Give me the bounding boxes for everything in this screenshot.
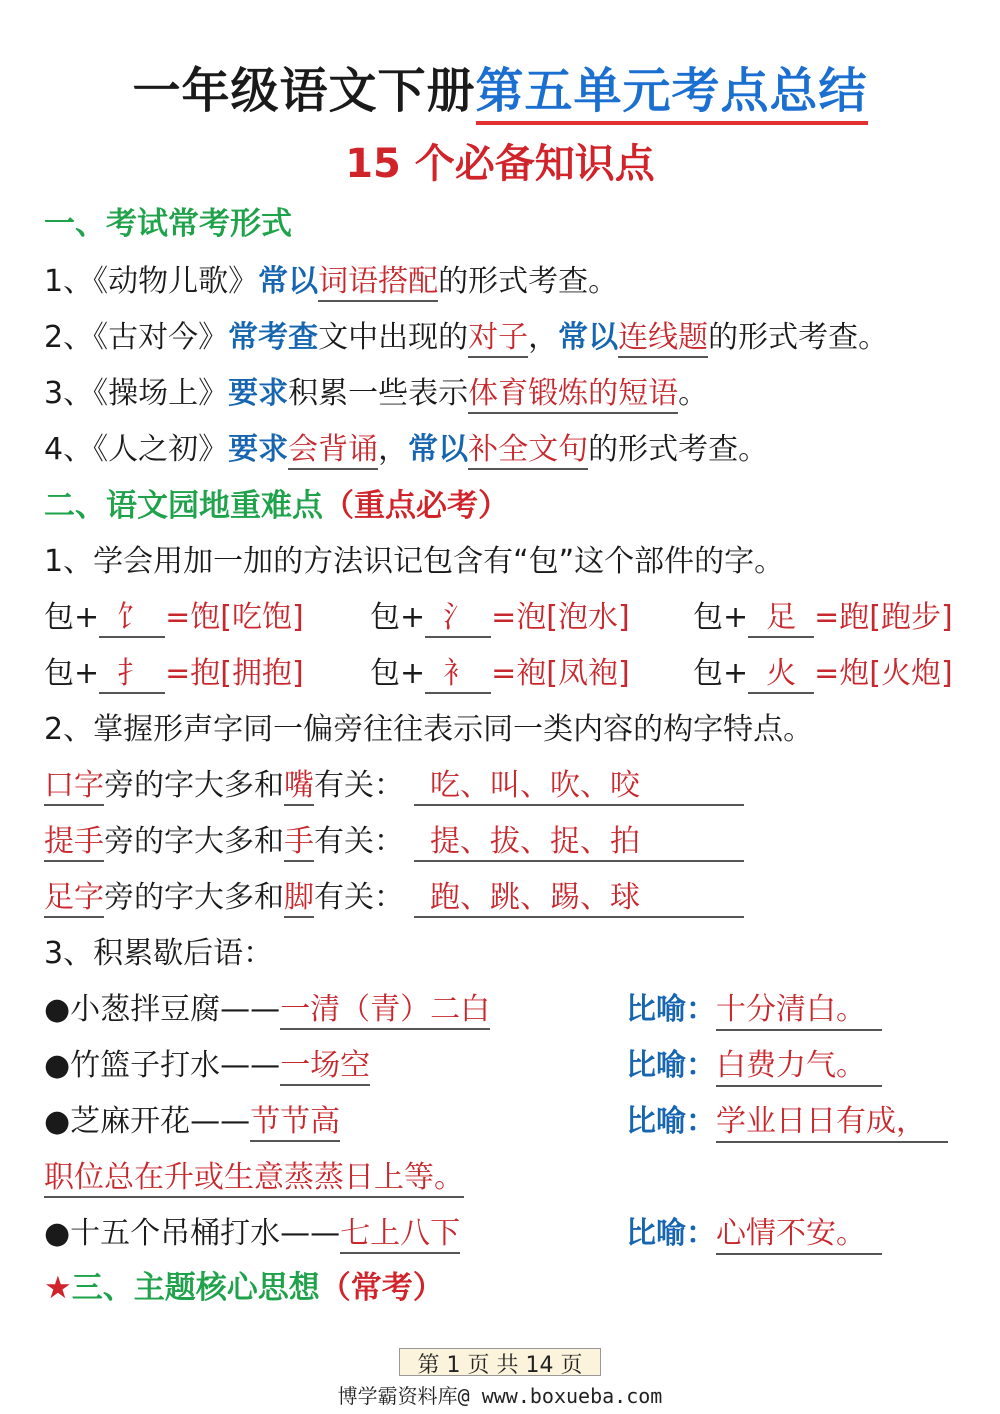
section1-item-4: 4、《人之初》要求会背诵，常以补全文句的形式考查。 bbox=[44, 424, 768, 468]
section1-item-2: 2、《古对今》常考查文中出现的对子，常以连线题的形式考查。 bbox=[44, 312, 888, 356]
saying-meaning-continued: 职位总在升或生意蒸蒸日上等。 bbox=[44, 1152, 464, 1196]
combo-item: 包+ 扌 =抱[拥抱] bbox=[44, 648, 304, 694]
section2-point-1: 1、学会用加一加的方法识记包含有“包”这个部件的字。 bbox=[44, 544, 785, 579]
section1-item-3: 3、《操场上》要求积累一些表示体育锻炼的短语。 bbox=[44, 368, 708, 412]
radical-row: 足字旁的字大多和脚有关： 跑、跳、踢、球 bbox=[44, 872, 744, 918]
combo-item: 包+ 饣 =饱[吃饱] bbox=[44, 592, 304, 638]
combo-item: 包+ 衤 =袍[凤袍] bbox=[370, 648, 630, 694]
section1-heading: 一、考试常考形式 bbox=[44, 206, 292, 242]
star-icon: ★ bbox=[44, 1270, 72, 1306]
saying-meaning: 比喻：心情不安。 bbox=[626, 1208, 882, 1255]
saying-meaning: 比喻：十分清白。 bbox=[626, 984, 882, 1031]
radical-row: 口字旁的字大多和嘴有关： 吃、叫、吹、咬 bbox=[44, 760, 744, 806]
combo-item: 包+ 足 =跑[跑步] bbox=[693, 592, 953, 638]
page-indicator: 第 1 页 共 14 页 bbox=[399, 1348, 601, 1376]
section3-heading: ★三、主题核心思想（常考） bbox=[44, 1270, 444, 1306]
saying-question: ●小葱拌豆腐——一清（青）二白 bbox=[44, 984, 490, 1028]
combo-item: 包+ 氵 =泡[泡水] bbox=[370, 592, 630, 638]
section2-point-2: 2、掌握形声字同一偏旁往往表示同一类内容的构字特点。 bbox=[44, 712, 814, 747]
site-watermark: 博学霸资料库@ www.boxueba.com bbox=[337, 1384, 663, 1408]
saying-question: ●竹篮子打水——一场空 bbox=[44, 1040, 370, 1084]
section1-item-1: 1、《动物儿歌》常以词语搭配的形式考查。 bbox=[44, 256, 618, 300]
saying-question: ●芝麻开花——节节高 bbox=[44, 1096, 340, 1140]
section2-heading: 二、语文园地重难点（重点必考） bbox=[44, 488, 509, 524]
saying-meaning: 比喻：学业日日有成， bbox=[626, 1096, 948, 1143]
radical-row: 提手旁的字大多和手有关： 提、拔、捉、拍 bbox=[44, 816, 744, 862]
page-subtitle: 15 个必备知识点 bbox=[345, 141, 655, 187]
section2-point-3: 3、积累歇后语： bbox=[44, 936, 274, 971]
saying-meaning: 比喻：白费力气。 bbox=[626, 1040, 882, 1087]
page-title: 一年级语文下册第五单元考点总结 bbox=[0, 52, 1000, 121]
saying-question: ●十五个吊桶打水——七上八下 bbox=[44, 1208, 460, 1252]
combo-item: 包+ 火 =炮[火炮] bbox=[693, 648, 953, 694]
